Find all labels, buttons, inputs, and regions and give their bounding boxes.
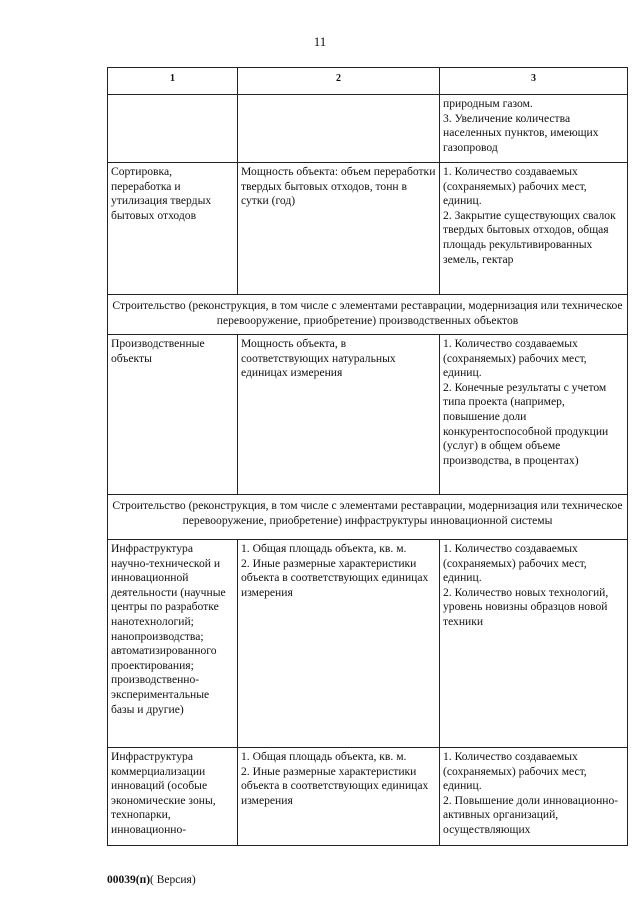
section-header-row: [108, 495, 628, 540]
table-cell-object: Инфраструктура коммерциализации инноваций (особые экономические зоны, технопарки, инновационно-: [108, 748, 238, 846]
table-row: [108, 540, 628, 748]
table-cell-capacity: 1. Общая площадь объекта, кв. м. 2. Иные размерные характеристики объекта в соответствующих единицах измерения: [238, 540, 440, 748]
table-cell-results: 1. Количество создаваемых (сохраняемых) рабочих мест, единиц. 2. Повышение доли инновационно-активных организаций, осуществляющих: [440, 748, 628, 846]
document-footer: [107, 874, 196, 886]
table-row: [108, 163, 628, 295]
table-cell-results: 1. Количество создаваемых (сохраняемых) рабочих мест, единиц. 2. Количество новых технологий, уровень новизны образцов новой техники: [440, 540, 628, 748]
table-cell-object: Инфраструктура научно-технической и инновационной деятельности (научные центры по разработке нанотехнологий; нанопроизводства; автоматизированного проектирования; производственно-экспериментальные базы и другие): [108, 540, 238, 748]
table-row: [108, 748, 628, 846]
section-title: Строительство (реконструкция, в том числе с элементами реставрации, модернизация или техническое перевооружение, приобретение) инфраструктуры инновационной системы: [108, 495, 628, 540]
table-row: [108, 95, 628, 163]
table-cell-capacity: Мощность объекта, в соответствующих натуральных единицах измерения: [238, 335, 440, 495]
section-title: Строительство (реконструкция, в том числе с элементами реставрации, модернизация или техническое перевооружение, приобретение) производственных объектов: [108, 295, 628, 335]
column-header-1: 1: [108, 68, 238, 95]
table-row: [108, 335, 628, 495]
table-cell-results: природным газом. 3. Увеличение количества населенных пунктов, имеющих газопровод: [440, 95, 628, 163]
table-cell-results: 1. Количество создаваемых (сохраняемых) рабочих мест, единиц. 2. Закрытие существующих свалок твердых бытовых отходов, общая площадь рекультивированных земель, гектар: [440, 163, 628, 295]
table-cell-object: Сортировка, переработка и утилизация твердых бытовых отходов: [108, 163, 238, 295]
table-cell-results: 1. Количество создаваемых (сохраняемых) рабочих мест, единиц. 2. Конечные результаты с учетом типа проекта (например, повышение доли конкурентоспособной продукции (услуг) в общем объеме производства, в процентах): [440, 335, 628, 495]
page-number: 11: [313, 34, 327, 49]
indicators-table: [107, 67, 628, 846]
section-header-row: [108, 295, 628, 335]
column-header-2: 2: [238, 68, 440, 95]
document-code: 00039(п): [107, 874, 151, 886]
table-cell-capacity: [238, 95, 440, 163]
table-cell-capacity: Мощность объекта: объем переработки твердых бытовых отходов, тонн в сутки (год): [238, 163, 440, 295]
table-cell-capacity: 1. Общая площадь объекта, кв. м. 2. Иные размерные характеристики объекта в соответствующих единицах измерения: [238, 748, 440, 846]
table-header-row: [108, 68, 628, 95]
column-header-3: 3: [440, 68, 628, 95]
table-cell-object: Производственные объекты: [108, 335, 238, 495]
document-version: ( Версия): [150, 874, 196, 886]
table-cell-object: [108, 95, 238, 163]
